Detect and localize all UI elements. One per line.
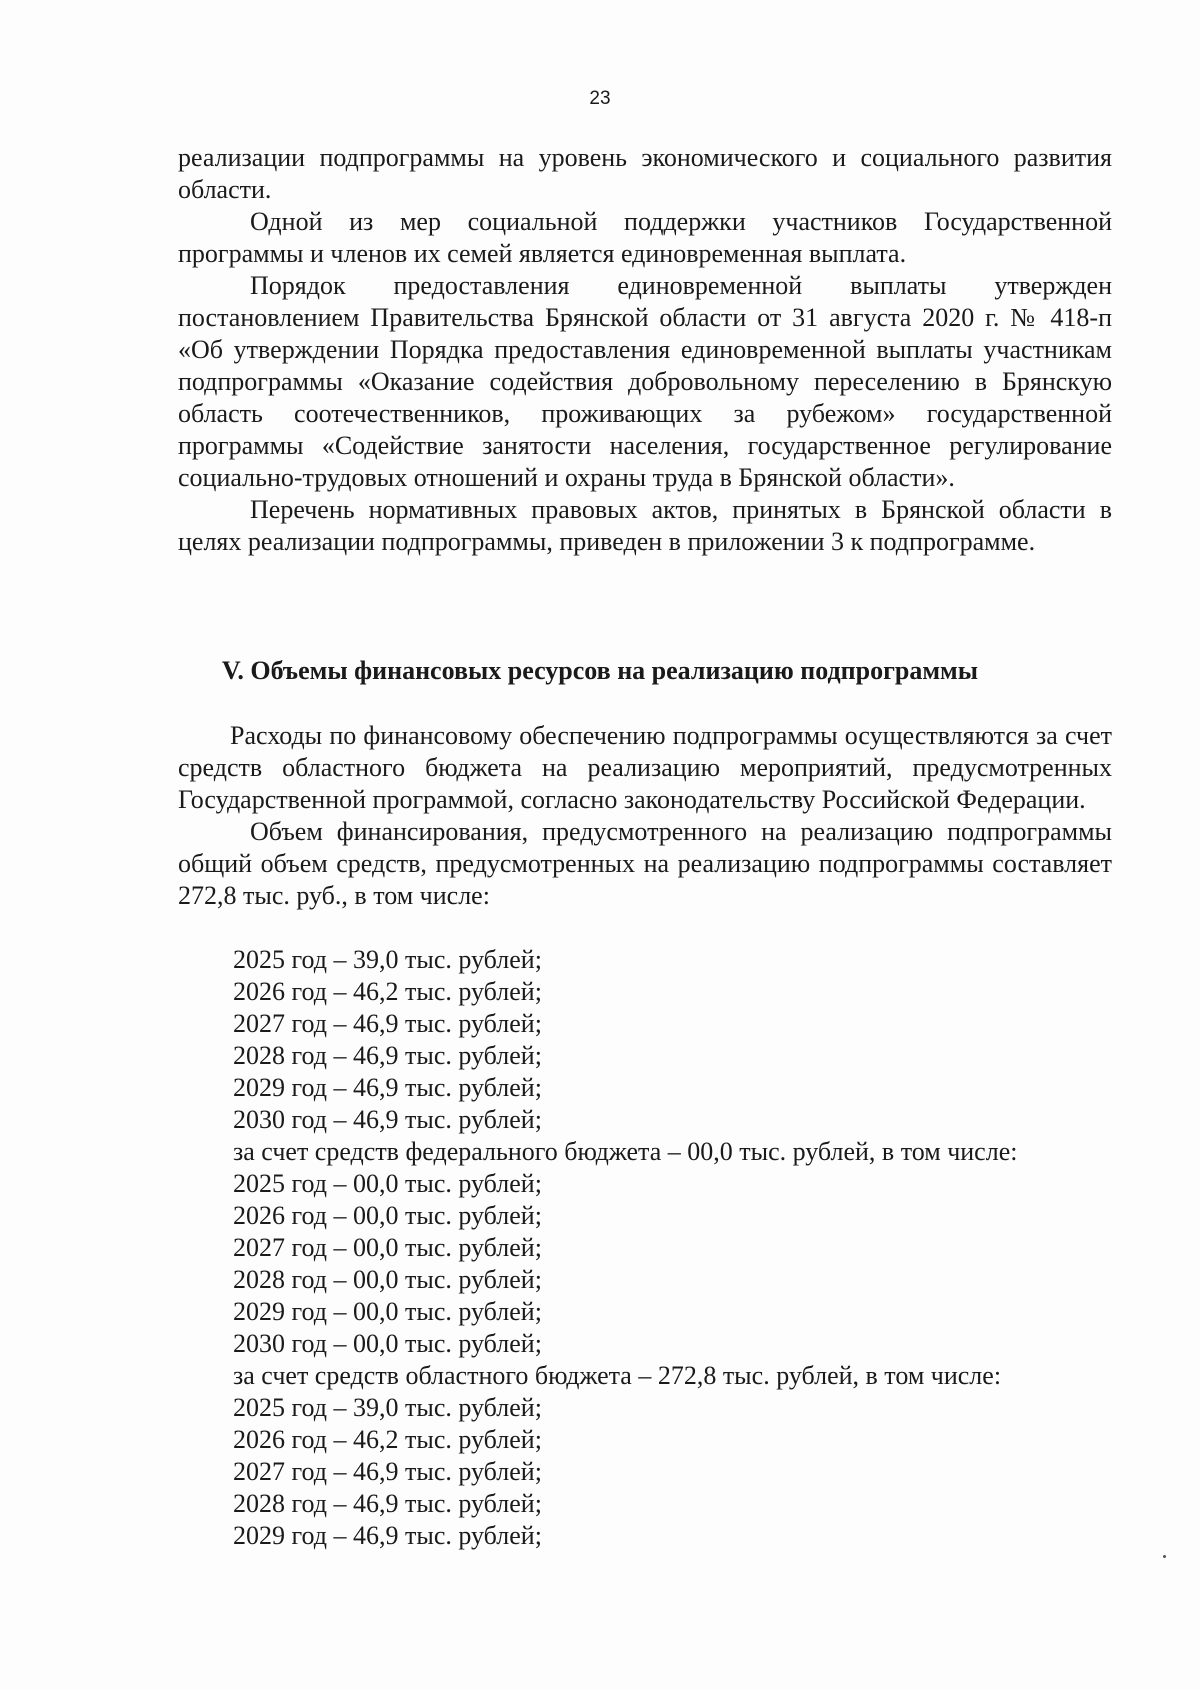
list-item: 2028 год – 46,9 тыс. рублей; <box>233 1489 542 1518</box>
list-item: 2025 год – 39,0 тыс. рублей; <box>233 1393 542 1422</box>
list-item: 2029 год – 00,0 тыс. рублей; <box>233 1297 542 1326</box>
list-item: 2027 год – 46,9 тыс. рублей; <box>233 1009 542 1038</box>
total-years-list <box>233 944 1017 1552</box>
regional-intro: за счет средств областного бюджета – 272,8 тыс. рублей, в том числе: <box>233 1361 1002 1390</box>
list-item: 2026 год – 46,2 тыс. рублей; <box>233 1425 542 1454</box>
list-item: 2025 год – 00,0 тыс. рублей; <box>233 1169 542 1198</box>
section-heading: V. Объемы финансовых ресурсов на реализацию подпрограммы <box>221 656 979 685</box>
finance-block <box>178 720 1112 912</box>
list-item: 2025 год – 39,0 тыс. рублей; <box>233 945 542 974</box>
intro-block <box>178 142 1112 558</box>
finance-paragraph-1: Расходы по финансовому обеспечению подпрограммы осуществляются за счет средств областного бюджета на реализацию мероприятий, предусмотренных Государственной программой, согласно законодательству Российской Федерации. <box>178 721 1112 814</box>
intro-paragraph-1: реализации подпрограммы на уровень экономического и социального развития области. <box>178 143 1112 204</box>
list-item: 2026 год – 00,0 тыс. рублей; <box>233 1201 542 1230</box>
list-item: 2026 год – 46,2 тыс. рублей; <box>233 977 542 1006</box>
list-item: 2027 год – 00,0 тыс. рублей; <box>233 1233 542 1262</box>
list-item: 2029 год – 46,9 тыс. рублей; <box>233 1521 542 1550</box>
intro-paragraph-3: Порядок предоставления единовременной выплаты утвержден постановлением Правительства Брянской области от 31 августа 2020 г. № 418-п «Об утверждении Порядка предоставления единовременной выплаты участникам подпрограммы «Оказание содействия добровольному переселению в Брянскую область соотечественников, проживающих за рубежом» государственной программы «Содействие занятости населения, государственное регулирование социально-трудовых отношений и охраны труда в Брянской области». <box>178 271 1112 492</box>
list-item: 2027 год – 46,9 тыс. рублей; <box>233 1457 542 1486</box>
list-item: 2030 год – 46,9 тыс. рублей; <box>233 1105 542 1134</box>
list-item: 2030 год – 00,0 тыс. рублей; <box>233 1329 542 1358</box>
page-number: 23 <box>589 88 611 109</box>
list-item: 2028 год – 46,9 тыс. рублей; <box>233 1041 542 1070</box>
scan-speck <box>1163 1555 1166 1558</box>
federal-intro: за счет средств федерального бюджета – 00,0 тыс. рублей, в том числе: <box>233 1137 1018 1166</box>
intro-paragraph-2: Одной из мер социальной поддержки участников Государственной программы и членов их семей является единовременная выплата. <box>178 207 1112 268</box>
list-item: 2029 год – 46,9 тыс. рублей; <box>233 1073 542 1102</box>
intro-paragraph-4: Перечень нормативных правовых актов, принятых в Брянской области в целях реализации подпрограммы, приведен в приложении 3 к подпрограмме. <box>178 495 1112 556</box>
list-item: 2028 год – 00,0 тыс. рублей; <box>233 1265 542 1294</box>
finance-paragraph-2: Объем финансирования, предусмотренного на реализацию подпрограммы общий объем средств, предусмотренных на реализацию подпрограммы составляет 272,8 тыс. руб., в том числе: <box>178 817 1112 910</box>
